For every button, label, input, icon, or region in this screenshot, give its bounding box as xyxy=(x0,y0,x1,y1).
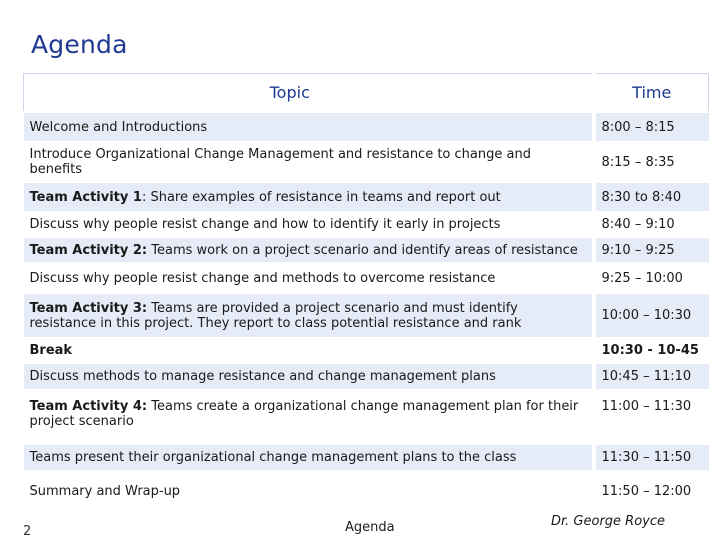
table-row xyxy=(24,471,709,503)
topic-lead: Break xyxy=(29,343,73,358)
time-cell: 10:00 – 10:30 xyxy=(594,293,709,338)
time-cell: 10:30 - 10-45 xyxy=(594,338,709,363)
time-cell: 11:30 – 11:50 xyxy=(594,444,709,471)
topic-text: Summary and Wrap-up xyxy=(29,484,181,499)
topic-text: Introduce Organizational Change Management and resistance to change and benefits xyxy=(29,147,531,177)
table-row xyxy=(24,363,709,390)
topic-text: Welcome and Introductions xyxy=(29,119,208,135)
time-cell: 8:15 – 8:35 xyxy=(594,142,709,182)
table-row xyxy=(24,293,709,338)
topic-lead: Team Activity 1 xyxy=(29,189,142,205)
topic-cell xyxy=(24,237,594,263)
table-row xyxy=(24,212,709,237)
table-header-row xyxy=(24,74,709,113)
time-cell: 9:25 – 10:00 xyxy=(594,263,709,293)
topic-cell xyxy=(24,390,594,444)
time-cell: 11:50 – 12:00 xyxy=(594,471,709,503)
column-header-topic: Topic xyxy=(24,74,594,113)
topic-cell xyxy=(24,338,594,363)
topic-lead: Team Activity 2: xyxy=(29,242,148,258)
table-row xyxy=(24,263,709,293)
topic-cell xyxy=(24,212,594,237)
table-row xyxy=(24,338,709,363)
time-cell: 11:00 – 11:30 xyxy=(594,390,709,444)
table-row xyxy=(24,142,709,182)
table-row xyxy=(24,182,709,212)
table-row xyxy=(24,444,709,471)
page-number: 2 xyxy=(23,524,32,539)
topic-cell xyxy=(24,444,594,471)
time-cell: 8:00 – 8:15 xyxy=(594,112,709,142)
topic-cell xyxy=(24,182,594,212)
agenda-table xyxy=(23,73,709,503)
column-header-time: Time xyxy=(594,74,709,113)
topic-cell xyxy=(24,263,594,293)
topic-text: Teams present their organizational change management plans to the class xyxy=(29,450,517,465)
topic-cell xyxy=(24,112,594,142)
time-cell: 8:40 – 9:10 xyxy=(594,212,709,237)
topic-text: Discuss why people resist change and how to identify it early in projects xyxy=(29,217,501,232)
topic-cell xyxy=(24,142,594,182)
footer-author: Dr. George Royce xyxy=(551,514,666,529)
table-row xyxy=(24,390,709,444)
table-row xyxy=(24,112,709,142)
topic-lead: Team Activity 3: xyxy=(29,300,148,316)
topic-cell xyxy=(24,293,594,338)
topic-text: Teams work on a project scenario and identify areas of resistance xyxy=(147,242,578,258)
topic-text: Teams create a organizational change management plan for their project scenario xyxy=(29,399,579,429)
topic-cell xyxy=(24,363,594,390)
topic-text: Teams are provided a project scenario and must identify resistance in this project. They report to class potential resistance and rank xyxy=(29,300,522,331)
footer-title: Agenda xyxy=(345,520,395,535)
topic-lead: Team Activity 4: xyxy=(29,399,148,414)
table-row xyxy=(24,237,709,263)
topic-text: Discuss why people resist change and methods to overcome resistance xyxy=(29,270,496,286)
page-title: Agenda xyxy=(31,30,128,59)
topic-text: : Share examples of resistance in teams and report out xyxy=(141,189,501,205)
time-cell: 9:10 – 9:25 xyxy=(594,237,709,263)
topic-text: Discuss methods to manage resistance and change management plans xyxy=(29,369,496,384)
time-cell: 10:45 – 11:10 xyxy=(594,363,709,390)
topic-cell xyxy=(24,471,594,503)
time-cell: 8:30 to 8:40 xyxy=(594,182,709,212)
